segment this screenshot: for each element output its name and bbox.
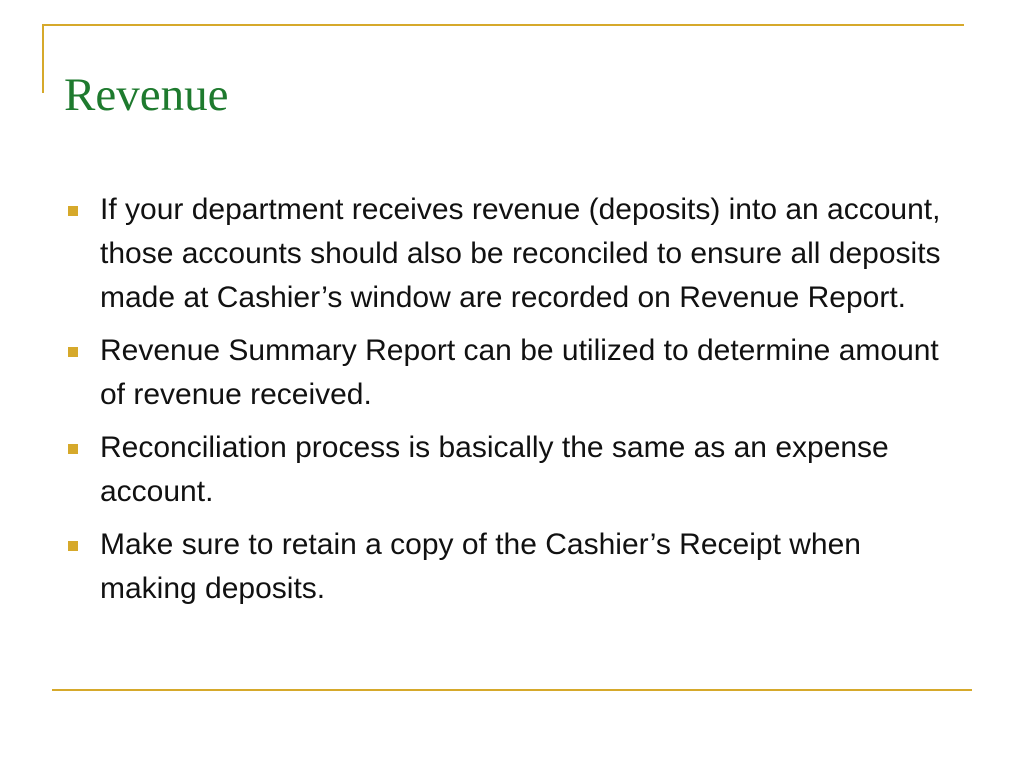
top-border-line [42, 24, 964, 26]
square-bullet-icon [68, 541, 78, 551]
square-bullet-icon [68, 347, 78, 357]
bullet-text: Revenue Summary Report can be utilized to determine amount of revenue received. [100, 334, 939, 411]
bottom-divider [52, 689, 972, 691]
square-bullet-icon [68, 444, 78, 454]
bullet-text: Make sure to retain a copy of the Cashier’s Receipt when making deposits. [100, 528, 861, 605]
bullet-item [64, 523, 964, 611]
bullet-item [64, 329, 964, 417]
bullet-text: Reconciliation process is basically the same as an expense account. [100, 431, 889, 508]
slide-title: Revenue [64, 69, 229, 121]
left-border-line [42, 24, 44, 93]
square-bullet-icon [68, 206, 78, 216]
bullet-item [64, 188, 964, 320]
bullet-item [64, 426, 964, 514]
bullet-text: If your department receives revenue (deposits) into an account, those accounts should also be reconciled to ensure all deposits made at Cashier’s window are recorded on Revenue Report. [100, 193, 941, 314]
bullet-list [64, 188, 964, 620]
